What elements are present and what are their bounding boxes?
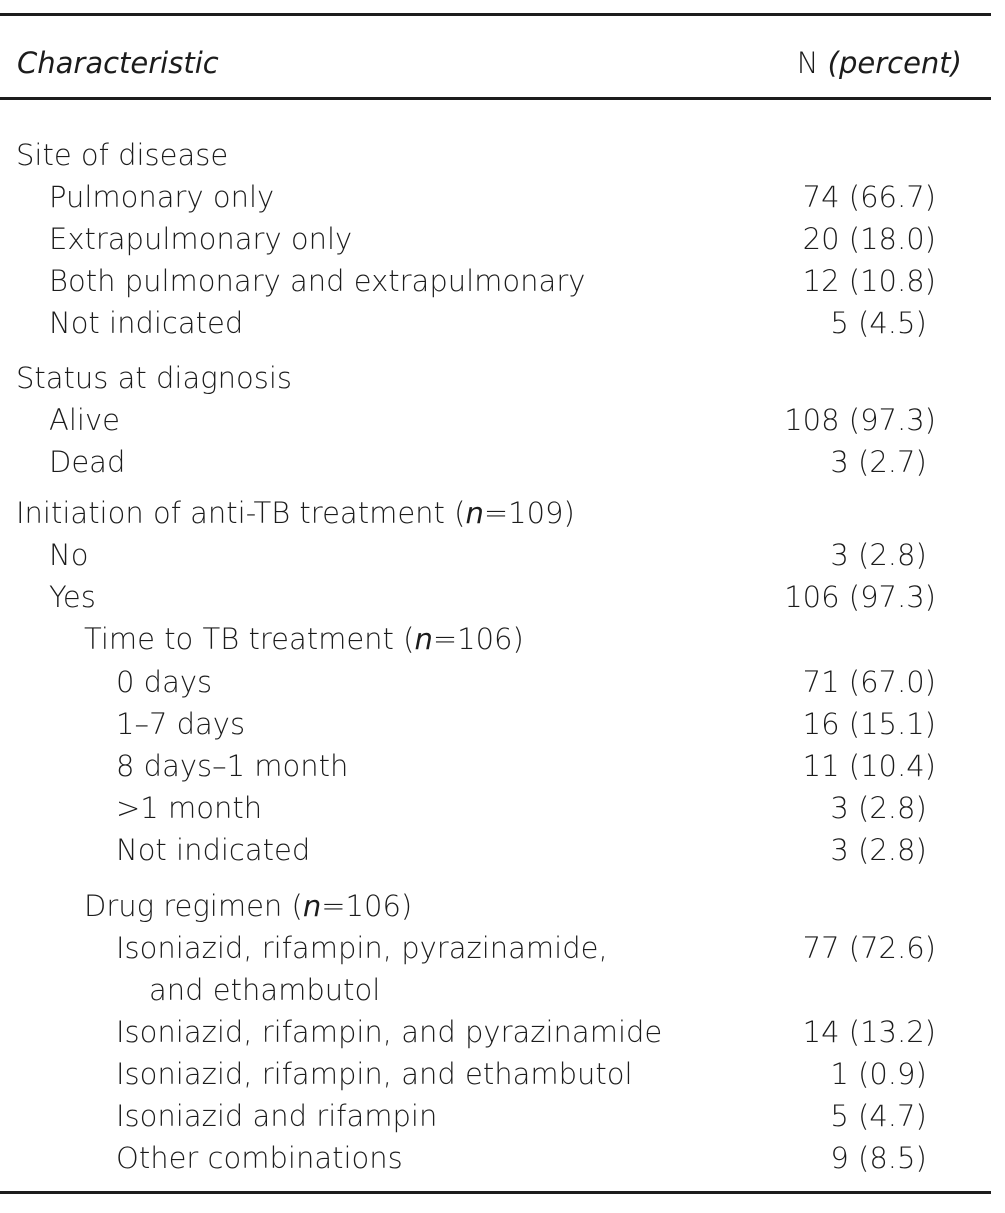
row-label: 0 days <box>116 665 213 699</box>
heading-text: Time to TB treatment ( <box>84 622 415 656</box>
row-value: 16 (15.1) <box>802 707 936 741</box>
row-label: Isoniazid and rifampin <box>116 1099 438 1133</box>
heading-count: =106) <box>432 622 524 656</box>
header-n: N <box>796 46 819 80</box>
row-value: 5 (4.7) <box>830 1099 936 1133</box>
table-row <box>0 260 991 302</box>
table-row <box>0 441 991 483</box>
row-label: Alive <box>49 403 120 437</box>
table-row <box>0 703 991 745</box>
row-label: >1 month <box>116 791 263 825</box>
row-label: Other combinations <box>116 1141 403 1175</box>
section-heading-status <box>0 357 991 399</box>
row-value: 3 (2.8) <box>830 538 936 572</box>
row-label: Site of disease <box>16 138 229 172</box>
table-row <box>0 927 991 1007</box>
row-value: 106 (97.3) <box>784 580 936 614</box>
table-row <box>0 302 991 344</box>
row-value: 20 (18.0) <box>802 222 936 256</box>
row-label <box>84 618 524 660</box>
table-row <box>0 787 991 829</box>
row-value: 5 (4.5) <box>830 306 936 340</box>
table-header <box>0 40 991 86</box>
row-value: 11 (10.4) <box>802 749 936 783</box>
table-row <box>0 661 991 703</box>
table-row <box>0 745 991 787</box>
row-label: Dead <box>49 445 126 479</box>
section-heading-initiation <box>0 492 991 534</box>
row-value: 108 (97.3) <box>784 403 936 437</box>
section-heading-regimen <box>0 885 991 927</box>
table-row <box>0 1137 991 1179</box>
table-bottom-rule <box>0 1191 991 1194</box>
row-label: 1–7 days <box>116 707 246 741</box>
row-value: 12 (10.8) <box>802 264 936 298</box>
section-heading-time <box>0 618 991 660</box>
table-row <box>0 1053 991 1095</box>
table-row <box>0 534 991 576</box>
row-label-continued: and ethambutol <box>149 973 381 1007</box>
row-label: Status at diagnosis <box>16 361 293 395</box>
row-value: 3 (2.8) <box>830 791 936 825</box>
table-row <box>0 829 991 871</box>
header-n-percent <box>797 40 962 86</box>
heading-count: =109) <box>483 496 575 530</box>
table-row <box>0 218 991 260</box>
row-label <box>84 885 412 927</box>
row-label: Both pulmonary and extrapulmonary <box>49 264 586 298</box>
table-row <box>0 176 991 218</box>
heading-n: n <box>302 889 322 923</box>
row-label: Yes <box>49 580 96 614</box>
header-characteristic: Characteristic <box>17 46 219 80</box>
heading-text: Drug regimen ( <box>84 889 303 923</box>
row-value: 3 (2.8) <box>830 833 936 867</box>
table-row <box>0 1095 991 1137</box>
row-label: No <box>49 538 89 572</box>
row-label: Isoniazid, rifampin, and pyrazinamide <box>116 1015 663 1049</box>
heading-count: =106) <box>321 889 413 923</box>
row-value: 14 (13.2) <box>802 1015 936 1049</box>
row-label: Not indicated <box>49 306 244 340</box>
row-label: Extrapulmonary only <box>49 222 353 256</box>
row-label: Not indicated <box>116 833 311 867</box>
row-value: 3 (2.7) <box>830 445 936 479</box>
heading-text: Initiation of anti-TB treatment ( <box>16 496 466 530</box>
row-label: Pulmonary only <box>49 180 275 214</box>
table-top-rule <box>0 13 991 16</box>
row-value: 74 (66.7) <box>802 180 936 214</box>
row-label <box>16 492 575 534</box>
row-label: Isoniazid, rifampin, pyrazinamide, <box>116 931 608 965</box>
section-heading-site <box>0 134 991 176</box>
row-value: 77 (72.6) <box>802 931 936 965</box>
row-value: 1 (0.9) <box>830 1057 936 1091</box>
row-label: 8 days–1 month <box>116 749 349 783</box>
header-percent: (percent) <box>827 46 962 80</box>
row-value: 71 (67.0) <box>802 665 936 699</box>
heading-n: n <box>465 496 484 530</box>
row-value: 9 (8.5) <box>830 1141 936 1175</box>
table-row <box>0 1011 991 1053</box>
table-row <box>0 576 991 618</box>
heading-n: n <box>414 622 433 656</box>
table-header-rule <box>0 97 991 100</box>
row-label: Isoniazid, rifampin, and ethambutol <box>116 1057 633 1091</box>
table-row <box>0 399 991 441</box>
